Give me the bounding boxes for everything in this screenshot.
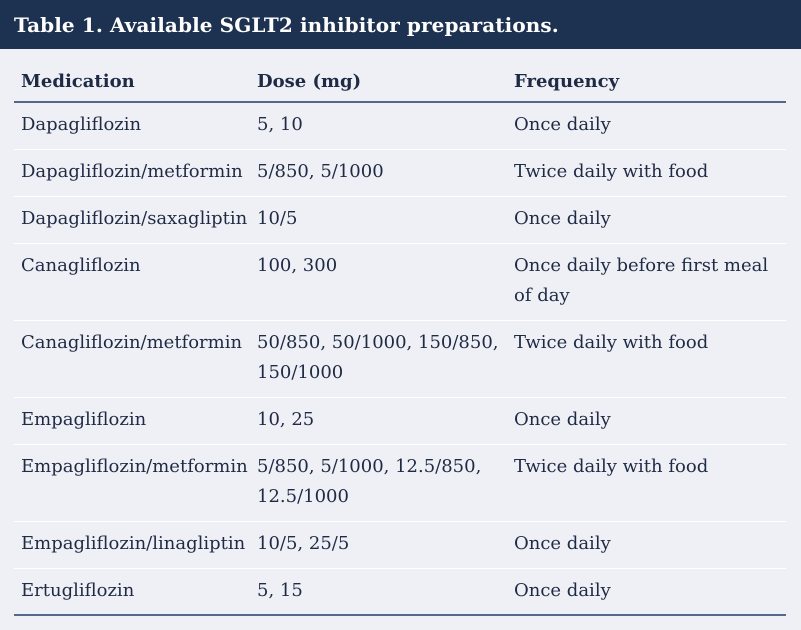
- table-row: [14, 445, 786, 522]
- table-row: [14, 321, 786, 398]
- header-frequency: Frequency: [514, 71, 620, 92]
- table-title: Table 1. Available SGLT2 inhibitor preparations.: [0, 0, 801, 49]
- cell-dose: 5, 10: [257, 114, 303, 135]
- cell-medication: Dapagliflozin: [21, 114, 142, 135]
- cell-dose: 100, 300: [257, 255, 338, 276]
- cell-medication: Dapagliflozin/saxagliptin: [21, 208, 248, 229]
- cell-frequency: Twice daily with food: [514, 332, 709, 353]
- cell-dose: 10/5: [257, 208, 298, 229]
- table-row: [14, 522, 786, 569]
- cell-medication: Empagliflozin/linagliptin: [21, 533, 246, 554]
- cell-medication: Ertugliflozin: [21, 580, 135, 601]
- cell-medication: Empagliflozin/metformin: [21, 456, 248, 477]
- cell-dose: 50/850, 50/1000, 150/850, 150/1000: [257, 332, 499, 383]
- cell-dose: 5/850, 5/1000: [257, 161, 384, 182]
- cell-dose: 5, 15: [257, 580, 303, 601]
- cell-medication: Dapagliflozin/metformin: [21, 161, 243, 182]
- table-row: [14, 197, 786, 244]
- table-row: [14, 103, 786, 150]
- cell-frequency: Once daily: [514, 409, 611, 430]
- cell-dose: 10/5, 25/5: [257, 533, 350, 554]
- table-header-row: [14, 62, 786, 103]
- cell-frequency: Once daily before first meal of day: [514, 255, 769, 306]
- header-medication: Medication: [21, 71, 135, 92]
- header-dose: Dose (mg): [257, 71, 362, 92]
- cell-frequency: Twice daily with food: [514, 161, 709, 182]
- table-row: [14, 569, 786, 616]
- cell-dose: 5/850, 5/1000, 12.5/850, 12.5/1000: [257, 456, 482, 507]
- cell-frequency: Once daily: [514, 208, 611, 229]
- table-row: [14, 398, 786, 445]
- cell-frequency: Once daily: [514, 580, 611, 601]
- medication-table: [14, 62, 786, 616]
- cell-dose: 10, 25: [257, 409, 315, 430]
- cell-frequency: Twice daily with food: [514, 456, 709, 477]
- cell-medication: Empagliflozin: [21, 409, 147, 430]
- cell-frequency: Once daily: [514, 533, 611, 554]
- table-row: [14, 244, 786, 321]
- cell-medication: Canagliflozin: [21, 255, 141, 276]
- cell-frequency: Once daily: [514, 114, 611, 135]
- table-row: [14, 150, 786, 197]
- cell-medication: Canagliflozin/metformin: [21, 332, 243, 353]
